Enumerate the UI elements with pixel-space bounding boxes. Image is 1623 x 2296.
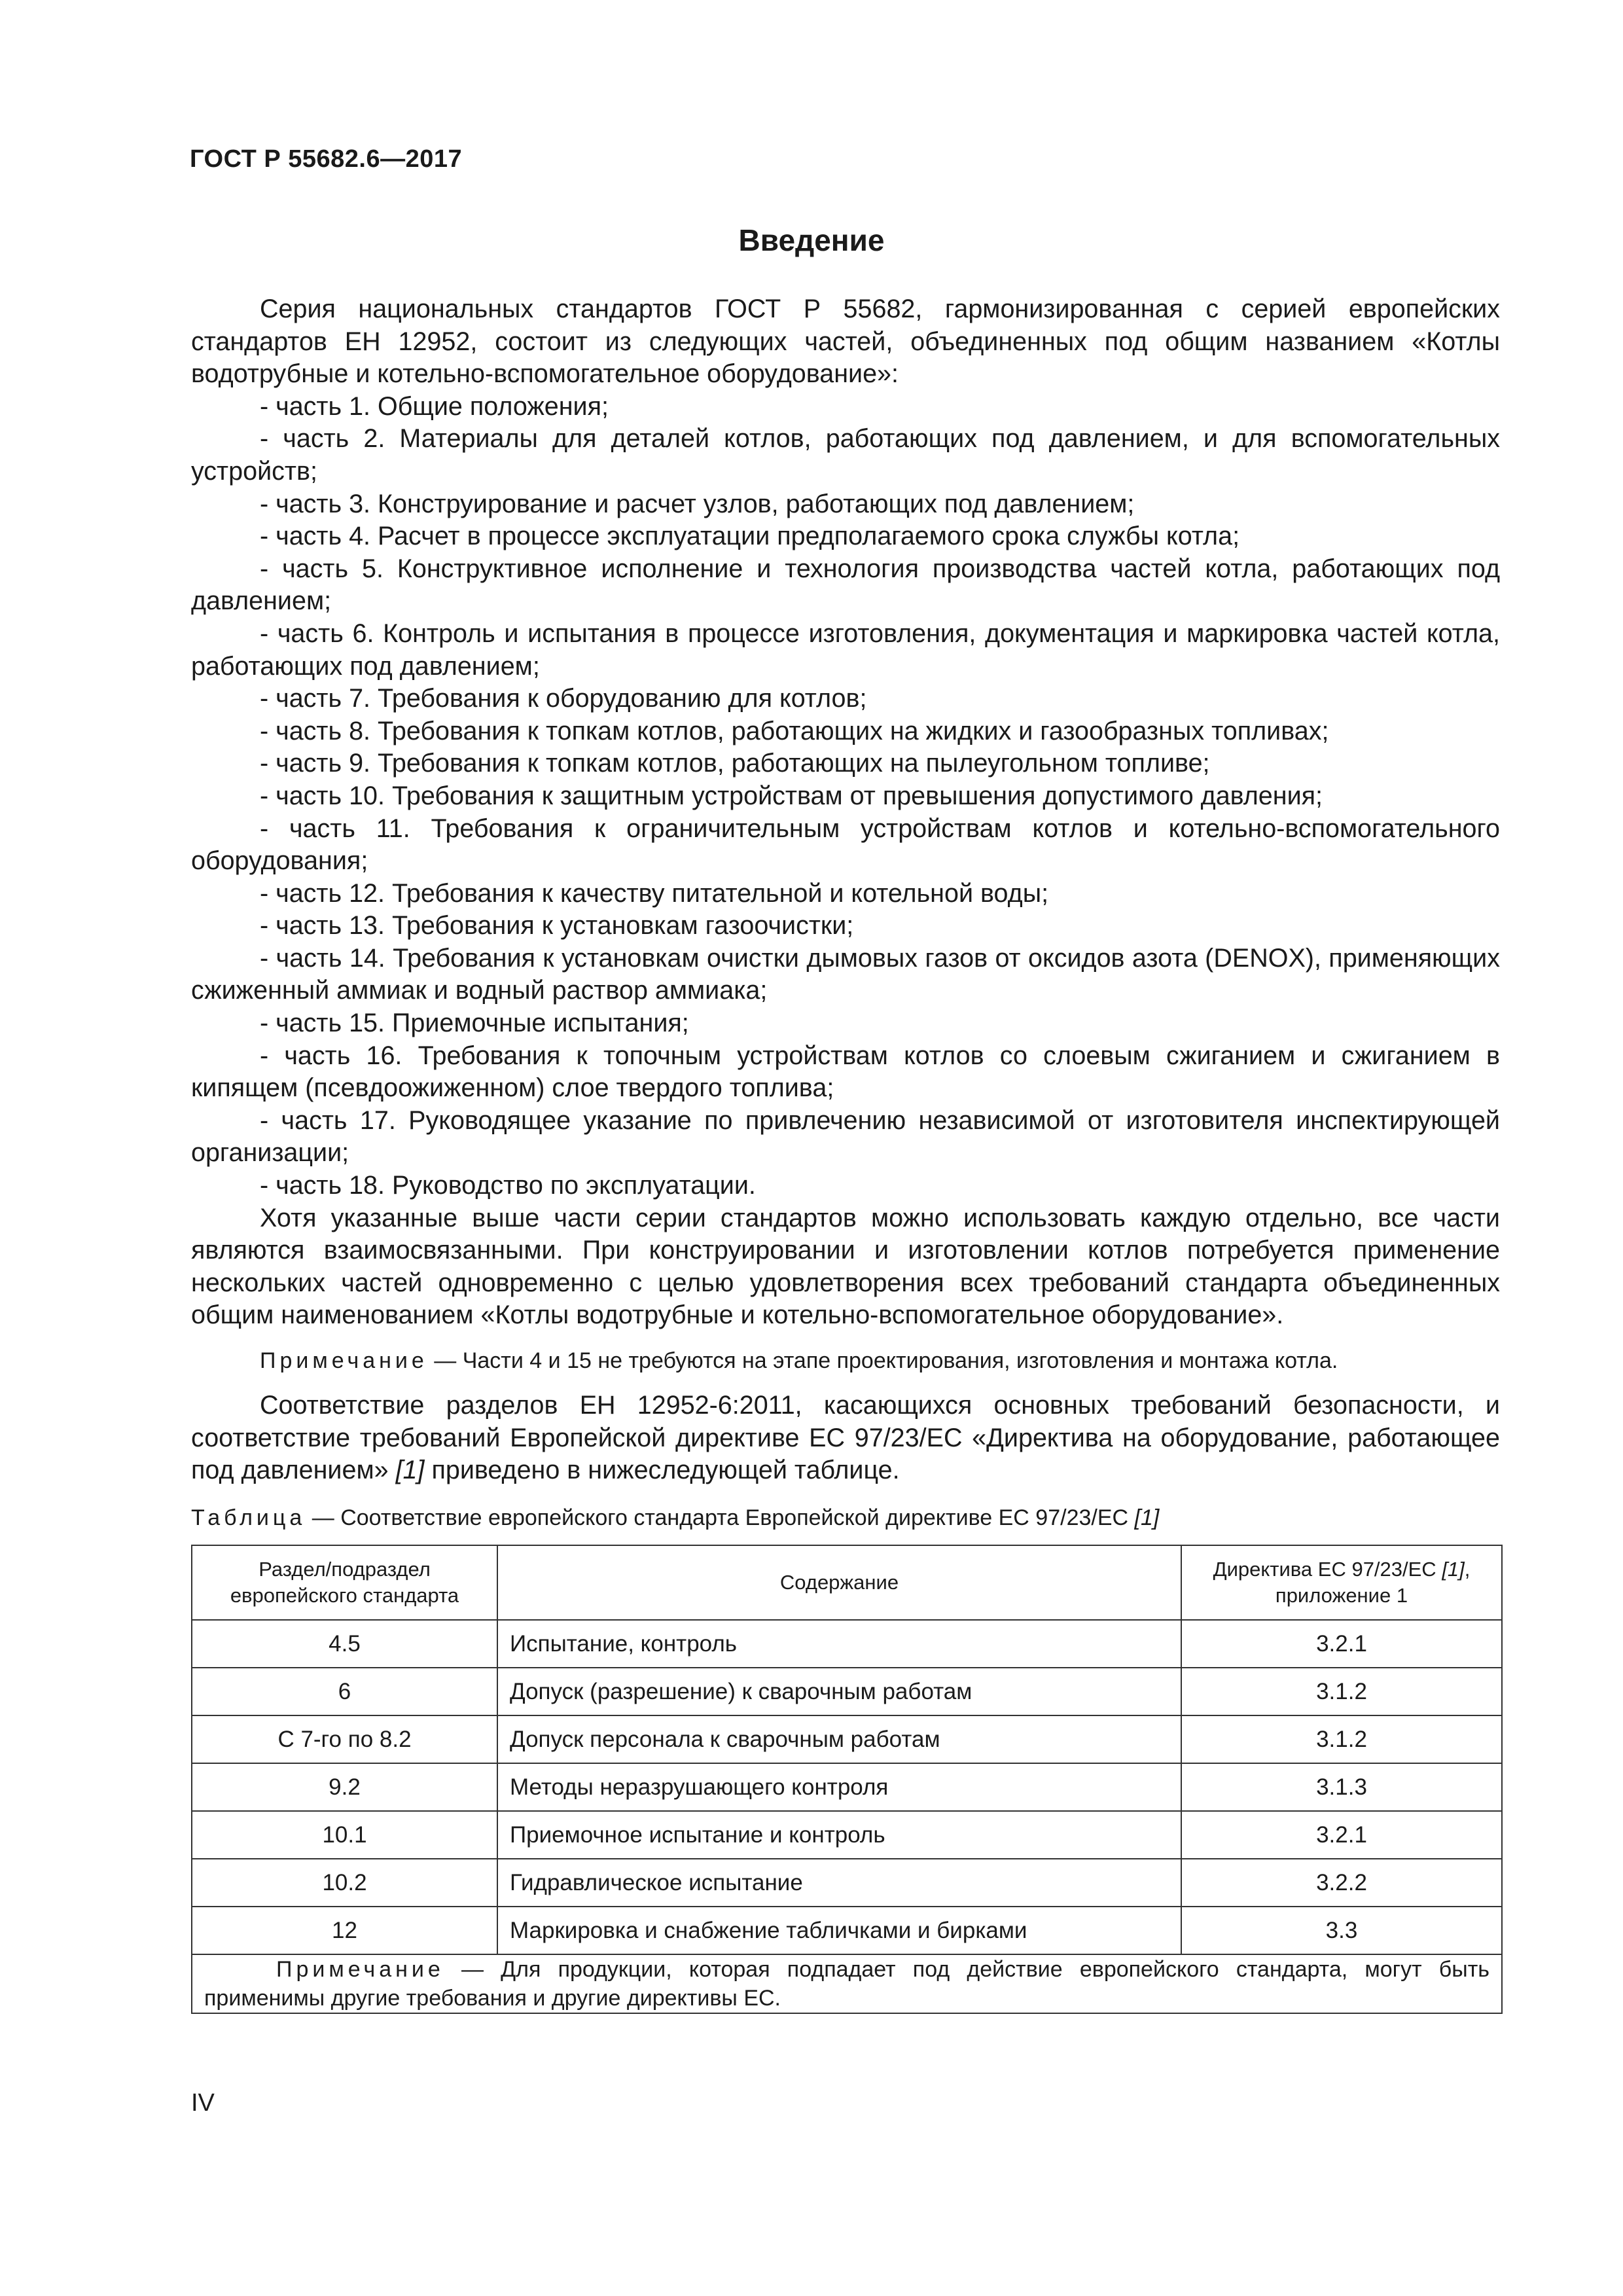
cell-directive: 3.1.2 <box>1181 1668 1502 1715</box>
header-directive-end: , приложение 1 <box>1275 1558 1471 1607</box>
intro-paragraph-3 <box>191 1390 1500 1487</box>
part-item: - часть 17. Руководящее указание по привлечению независимой от изготовителя инспектирующей организации; <box>191 1105 1500 1168</box>
part-item: - часть 12. Требования к качеству питательной и котельной воды; <box>260 878 1049 908</box>
cell-content: Методы неразрушающего контроля <box>497 1763 1181 1811</box>
table-caption-label: Таблица <box>191 1505 306 1530</box>
document-code: ГОСТ Р 55682.6—2017 <box>190 145 463 173</box>
table-row <box>192 1620 1502 1668</box>
table-note <box>192 1954 1502 2013</box>
cell-content: Допуск (разрешение) к сварочным работам <box>497 1668 1181 1715</box>
cell-directive: 3.1.3 <box>1181 1763 1502 1811</box>
intro-note <box>191 1346 1500 1375</box>
page-number: IV <box>191 2089 215 2117</box>
cell-section: 6 <box>192 1668 497 1715</box>
table-note-row <box>192 1954 1502 2013</box>
part-item: - часть 11. Требования к ограничительным устройствам котлов и котельно-вспомогательного оборудования; <box>191 814 1500 876</box>
cell-content: Испытание, контроль <box>497 1620 1181 1668</box>
intro-paragraph-2: Хотя указанные выше части серии стандартов можно использовать каждую отдельно, все части являются взаимосвязанными. При конструировании и изготовлении котлов потребуется применение нескольких частей одновременно с целью удовлетворения всех требований стандарта объединенных общим наименованием «Котлы водотрубные и котельно-вспомогательное оборудование». <box>191 1203 1500 1330</box>
cell-directive: 3.1.2 <box>1181 1715 1502 1763</box>
intro-paragraph: Серия национальных стандартов ГОСТ Р 55682, гармонизированная с серией европейских стандартов ЕН 12952, состоит из следующих частей, объединенных под общим названием «Котлы водотрубные и котельно-вспомогательное оборудование»: <box>191 295 1500 389</box>
part-item: - часть 15. Приемочные испытания; <box>260 1009 689 1038</box>
part-item: - часть 7. Требования к оборудованию для котлов; <box>260 684 867 713</box>
table-caption-text: — Соответствие европейского стандарта Европейской директиве ЕС 97/23/ЕС <box>306 1505 1135 1530</box>
part-item: - часть 10. Требования к защитным устройствам от превышения допустимого давления; <box>260 781 1323 810</box>
cell-content: Допуск персонала к сварочным работам <box>497 1715 1181 1763</box>
part-item: - часть 14. Требования к установкам очистки дымовых газов от оксидов азота (DENOX), применяющих сжиженный аммиак и водный раствор аммиака; <box>191 943 1500 1005</box>
cell-content: Маркировка и снабжение табличками и бирками <box>497 1907 1181 1954</box>
part-item: - часть 16. Требования к топочным устройствам котлов со слоевым сжиганием и сжиганием в кипящем (псевдоожиженном) слое твердого топлива; <box>191 1041 1500 1103</box>
cell-section: 10.2 <box>192 1859 497 1907</box>
part-item: - часть 3. Конструирование и расчет узлов, работающих под давлением; <box>260 489 1135 518</box>
part-item: - часть 6. Контроль и испытания в процессе изготовления, документация и маркировка частей котла, работающих под давлением; <box>191 619 1500 681</box>
cell-directive: 3.2.1 <box>1181 1811 1502 1859</box>
header-section: Раздел/подраздел европейского стандарта <box>192 1545 497 1620</box>
cell-section: 12 <box>192 1907 497 1954</box>
note-text: — Части 4 и 15 не требуются на этапе проектирования, изготовления и монтажа котла. <box>427 1348 1338 1373</box>
table-note-label: Примечание <box>276 1957 444 1982</box>
table-note-text: — Для продукции, которая подпадает под действие европейского стандарта, могут быть применимы другие требования и другие директивы ЕС. <box>204 1957 1489 2011</box>
reference-link: [1] <box>395 1456 425 1485</box>
page-title: Введение <box>738 223 885 257</box>
part-item: - часть 8. Требования к топкам котлов, работающих на жидких и газообразных топливах; <box>260 716 1329 745</box>
table-row <box>192 1859 1502 1907</box>
cell-directive: 3.2.2 <box>1181 1859 1502 1907</box>
cell-section: 9.2 <box>192 1763 497 1811</box>
body-text <box>191 293 1500 1487</box>
cell-section: 10.1 <box>192 1811 497 1859</box>
part-item: - часть 4. Расчет в процессе эксплуатации предполагаемого срока службы котла; <box>260 522 1240 551</box>
part-item: - часть 1. Общие положения; <box>260 391 609 421</box>
table-row <box>192 1668 1502 1715</box>
paragraph-text-end: приведено в нижеследующей таблице. <box>424 1456 900 1485</box>
cell-directive: 3.2.1 <box>1181 1620 1502 1668</box>
cell-section: С 7-го по 8.2 <box>192 1715 497 1763</box>
part-item: - часть 18. Руководство по эксплуатации. <box>260 1171 756 1200</box>
table-caption-ref: [1] <box>1134 1505 1160 1530</box>
header-directive <box>1181 1545 1502 1620</box>
paragraph-text: Соответствие разделов ЕН 12952-6:2011, касающихся основных требований безопасности, и соответствие требований Европейской директиве ЕС 97/23/ЕС «Директива на оборудование, работающее под давлением» <box>191 1391 1500 1485</box>
part-item: - часть 13. Требования к установкам газоочистки; <box>260 911 854 941</box>
table-row <box>192 1907 1502 1954</box>
part-item: - часть 5. Конструктивное исполнение и технология производства частей котла, работающих под давлением; <box>191 554 1500 616</box>
cell-directive: 3.3 <box>1181 1907 1502 1954</box>
header-directive-ref: [1] <box>1442 1558 1465 1581</box>
correspondence-table <box>191 1545 1503 2014</box>
table-header-row <box>192 1545 1502 1620</box>
part-item: - часть 9. Требования к топкам котлов, работающих на пылеугольном топливе; <box>260 749 1210 778</box>
header-content: Содержание <box>497 1545 1181 1620</box>
note-label: Примечание <box>260 1348 428 1373</box>
table-row <box>192 1715 1502 1763</box>
table-row <box>192 1811 1502 1859</box>
table-caption <box>191 1505 1159 1531</box>
cell-content: Приемочное испытание и контроль <box>497 1811 1181 1859</box>
table-row <box>192 1763 1502 1811</box>
part-item: - часть 2. Материалы для деталей котлов, работающих под давлением, и для вспомогательных устройств; <box>191 424 1500 486</box>
cell-section: 4.5 <box>192 1620 497 1668</box>
cell-content: Гидравлическое испытание <box>497 1859 1181 1907</box>
header-directive-text: Директива ЕС 97/23/ЕС <box>1213 1558 1442 1581</box>
